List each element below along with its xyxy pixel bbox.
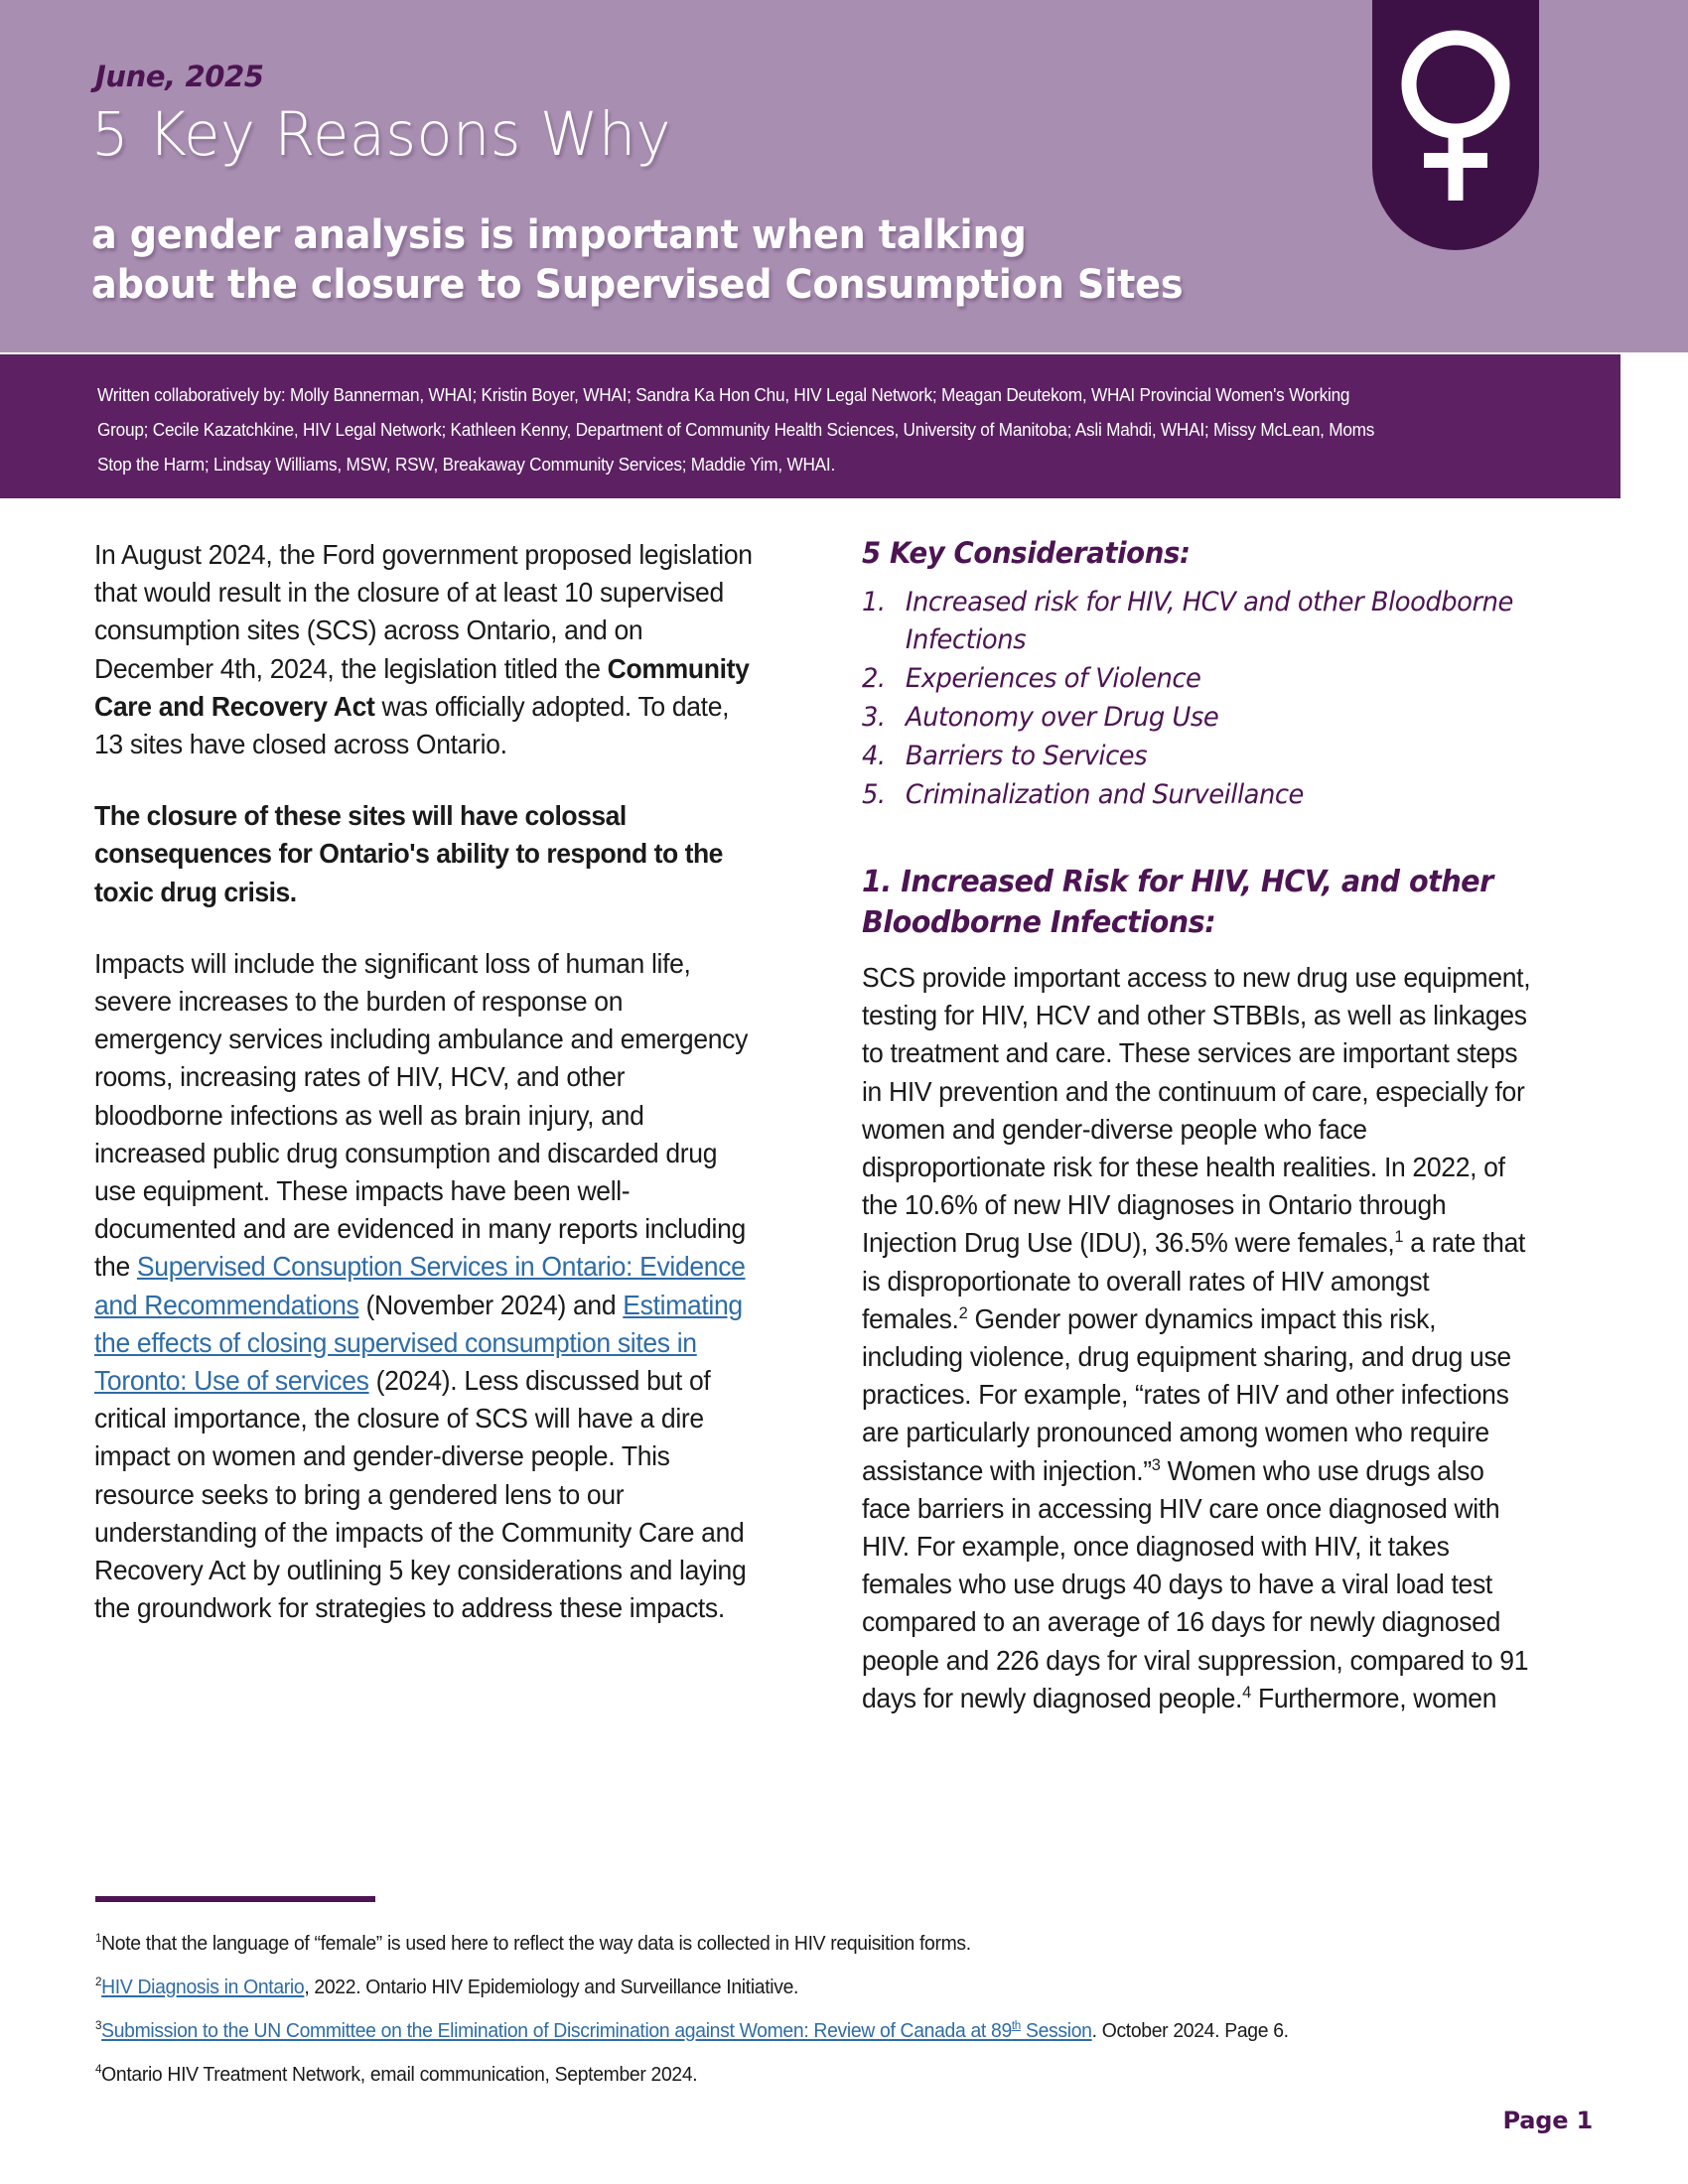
page-subtitle [91,210,1533,310]
footnote-separator-rule [95,1896,375,1902]
footnote-3-number: 3 [95,2018,102,2033]
list-item-number: 5. [862,779,886,810]
right-p1-part-e: Furthermore, women [1250,1682,1497,1713]
list-item-label: Increased risk for HIV, HCV and other Bloodborne Infections [905,587,1513,655]
page-subtitle-line-2: about the closure to Supervised Consumption Sites [91,262,1184,308]
page-title: 5 Key Reasons Why [91,99,671,170]
footnote-1-number: 1 [95,1931,102,1946]
byline-text: Written collaboratively by: Molly Bannerman, WHAI; Kristin Boyer, WHAI; Sandra Ka Hon Chu, HIV Legal Network; Meagan Deutekom, WHAI Provincial Women's Working Group; Cecile Kazatchkine, HIV Legal Network; Kathleen Kenny, Department of Community Health Sciences, University of Manitoba; Asli Mahdi, WHAI; Missy McLean, Moms Stop the Harm; Lindsay Williams, MSW, RSW, Breakaway Community Services; Maddie Yim, WHAI. [97,384,1375,475]
footnote-3-ordinal-suffix: th [1011,2018,1021,2033]
footnote-2-number: 2 [95,1975,102,1989]
list-item [862,738,1526,775]
footnote-3-link-part-b: Session [1020,2019,1092,2042]
list-item-label: Criminalization and Surveillance [905,779,1304,810]
right-p1-part-a: SCS provide important access to new drug use equipment, testing for HIV, HCV and other STBBIs, as well as linkages to treatment and care. These services are important steps in HIV prevention and the continuum of care, especially for women and gender-diverse people who face disproportionate risk for these health realities. In 2022, of the 10.6% of new HIV diagnoses in Ontario through Injection Drug Use (IDU), 36.5% were females, [862,962,1531,1259]
left-p3-part-b: (November 2024) and [358,1289,624,1320]
issue-date: June, 2025 [95,60,264,93]
section-1-heading: 1. Increased Risk for HIV, HCV, and other Bloodborne Infections: [862,865,1493,940]
footnote-ref-3: 3 [1151,1454,1161,1474]
right-paragraph-1 [862,959,1533,1717]
footnote-2-text: , 2022. Ontario HIV Epidemiology and Surveillance Initiative. [304,1976,799,1998]
link-estimating-effects-closing-scs-toronto[interactable]: Estimating the effects of closing supervised consumption sites in Toronto: Use of services [94,1289,743,1397]
left-p3-part-a: Impacts will include the significant loss of human life, severe increases to the burden of response on emergency services including ambulance and emergency rooms, increasing rates of HIV, HCV, and other bloodborne infections as well as brain injury, and increased public drug consumption and discarded drug use equipment. These impacts have been well-documented and are evidenced in many reports including the [94,947,749,1283]
right-p1-part-c: Gender power dynamics impact this risk, including violence, drug equipment sharing, and drug use practices. For example, “rates of HIV and other infections are particularly pronounced among women who require assistance with injection.” [862,1302,1511,1486]
footnotes-block [95,1922,1521,2097]
footnote-ref-2: 2 [958,1302,968,1322]
left-paragraph-1 [94,536,756,763]
link-un-committee-submission[interactable] [101,2019,1091,2042]
link-hiv-diagnosis-in-ontario[interactable]: HIV Diagnosis in Ontario [101,1976,305,1998]
list-item [862,660,1526,698]
list-item-label: Experiences of Violence [905,663,1201,694]
footnote-3-link-part-a: Submission to the UN Committee on the Elimination of Discrimination against Women: Review of Canada at 89 [101,2019,1012,2042]
list-item-label: Autonomy over Drug Use [905,702,1219,733]
page-number: Page 1 [1502,2107,1593,2134]
footnote-1-text: Note that the language of “female” is used here to reflect the way data is collected in HIV requisition forms. [101,1932,971,1955]
footnote-3-text: . October 2024. Page 6. [1091,2019,1289,2042]
left-column [94,536,779,1661]
key-considerations-list [862,584,1557,814]
list-item-number: 3. [862,702,886,733]
list-item [862,699,1526,737]
right-p1-part-d: Women who use drugs also face barriers in accessing HIV care once diagnosed with HIV. For example, once diagnosed with HIV, it takes females who use drugs 40 days to have a viral load test compared to an average of 16 days for newly diagnosed people and 226 days for viral suppression, compared to 91 days for newly diagnosed people. [862,1454,1529,1713]
list-item-number: 2. [862,663,886,694]
list-item-number: 1. [862,587,886,617]
list-item-number: 4. [862,741,886,771]
footnote-ref-4: 4 [1242,1682,1251,1702]
footnote-3 [95,2009,1521,2053]
right-column [862,536,1557,1751]
left-paragraph-2-emphasis: The closure of these sites will have colossal consequences for Ontario's ability to respond to the toxic drug crisis. [94,800,723,907]
footnote-2 [95,1966,1521,2009]
left-p3-part-c: (2024). Less discussed but of critical importance, the closure of SCS will have a dire impact on women and gender-diverse people. This resource seeks to bring a gendered lens to our understanding of the impacts of the Community Care and Recovery Act by outlining 5 key considerations and laying the groundwork for strategies to address these impacts. [94,1365,747,1624]
footnote-4-number: 4 [95,2062,102,2077]
list-item [862,776,1526,814]
left-p1-part-a: In August 2024, the Ford government proposed legislation that would result in the closure of at least 10 supervised consumption sites (SCS) across Ontario, and on December 4th, 2024, the legislation titled the [94,539,753,684]
footnote-1 [95,1922,1521,1966]
right-p1-part-b: a rate that is disproportionate to overall rates of HIV amongst females. [862,1227,1526,1334]
list-item [862,584,1526,659]
page-subtitle-line-1: a gender analysis is important when talking [91,212,1027,258]
footnote-4-text: Ontario HIV Treatment Network, email communication, September 2024. [101,2063,698,2086]
left-p1-part-b: was officially adopted. To date, 13 sites have closed across Ontario. [94,690,730,760]
key-considerations-heading: 5 Key Considerations: [862,536,1191,570]
footnote-4 [95,2053,1521,2097]
list-item-label: Barriers to Services [905,741,1148,771]
link-supervised-consumption-services-ontario[interactable]: Supervised Consuption Services in Ontario: Evidence and Recommendations [94,1251,746,1320]
footnote-ref-1: 1 [1394,1227,1404,1247]
left-p1-act-name: Community Care and Recovery Act [94,652,750,722]
left-paragraph-3 [94,945,756,1628]
